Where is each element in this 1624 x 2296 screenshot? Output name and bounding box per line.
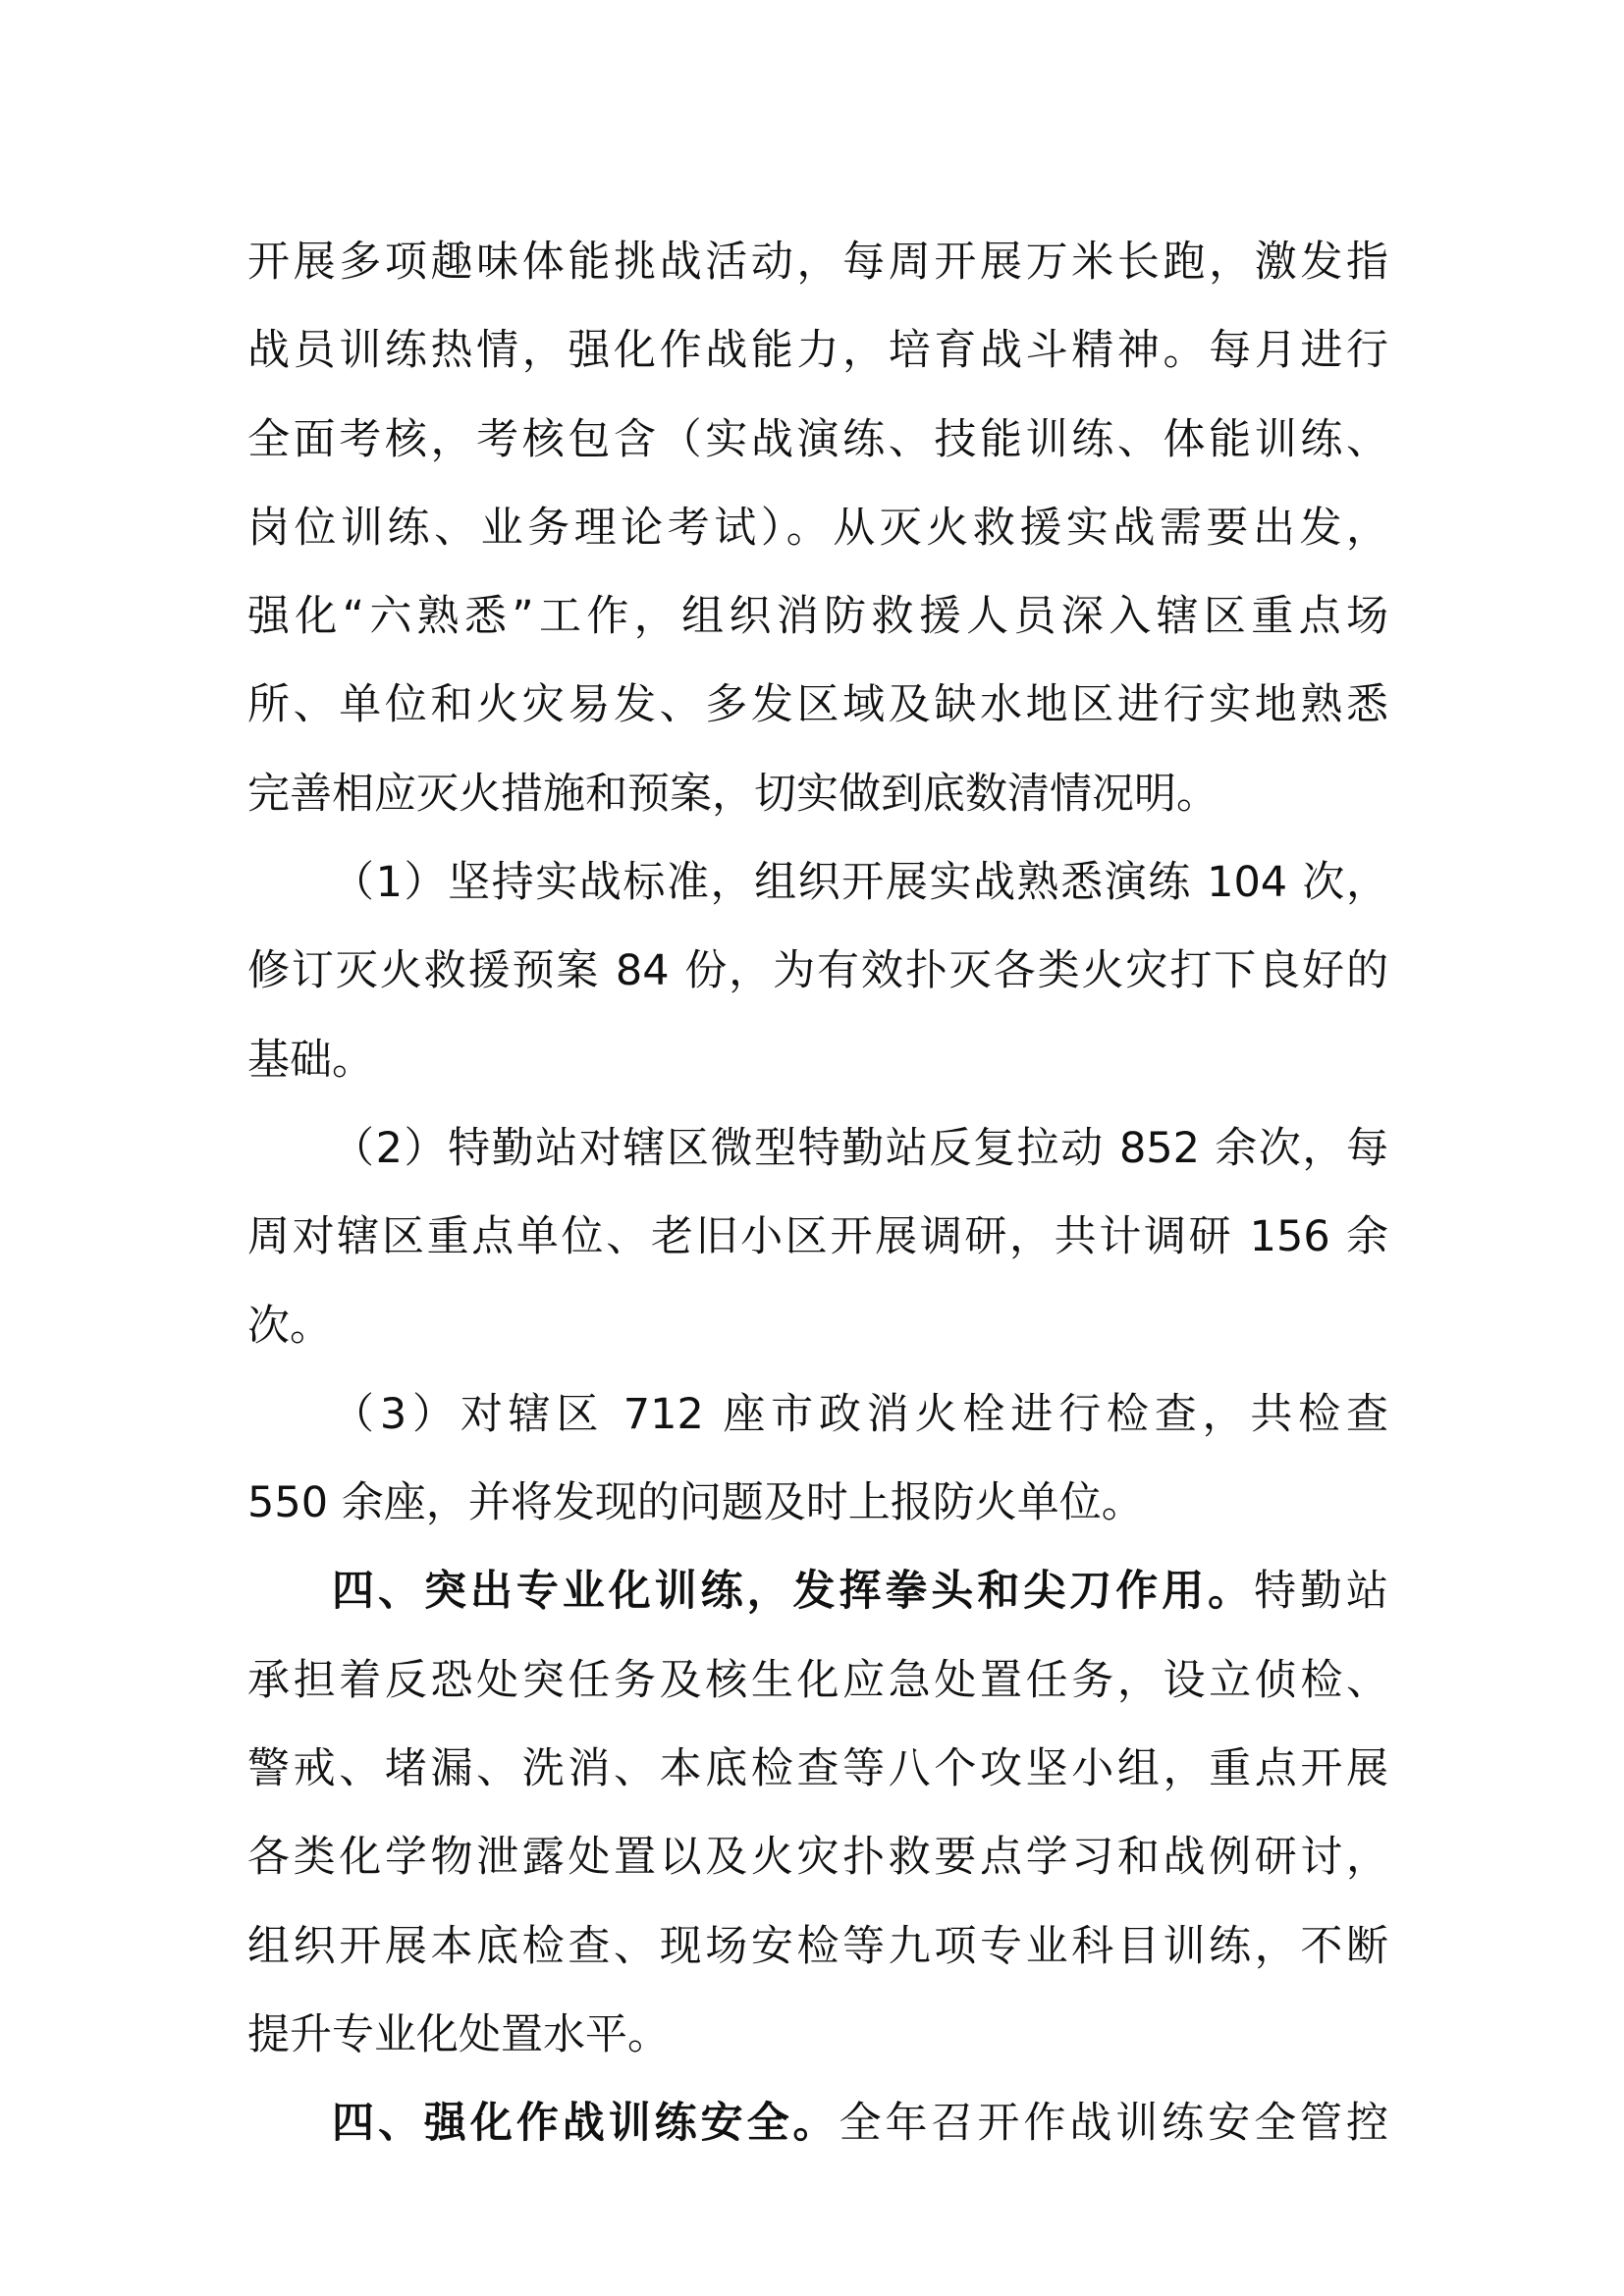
paragraph-training-activities [247,218,1388,838]
text-line: 提升专业化处置水平。 [247,2009,670,2059]
text-line: 开展多项趣味体能挑战活动，每周开展万米长跑，激发指 [247,238,1388,287]
text-line: （2）特勤站对辖区微型特勤站反复拉动 852 余次，每 [332,1123,1388,1173]
text-line: 所、单位和火灾易发、多发区域及缺水地区进行实地熟悉 [247,680,1388,730]
section-heading: 四、强化作战训练安全。 [332,2099,839,2149]
text-line: （1）坚持实战标准，组织开展实战熟悉演练 104 次， [332,858,1388,908]
paragraph-section-specialized-training [247,1547,1388,2079]
text-line: 基础。 [247,1035,374,1085]
text-line: 周对辖区重点单位、老旧小区开展调研，共计调研 156 余 [247,1212,1388,1262]
paragraph-item-3 [247,1370,1388,1548]
text-line: 组织开展本底检查、现场安检等九项专业科目训练，不断 [247,1921,1388,1971]
text-line: 警戒、堵漏、洗消、本底检查等八个攻坚小组，重点开展 [247,1744,1388,1794]
text-line: 强化“六熟悉”工作，组织消防救援人员深入辖区重点场 [247,592,1388,642]
heading-tail-text: 特勤站 [1254,1567,1389,1617]
text-line: 承担着反恐处突任务及核生化应急处置任务，设立侦检、 [247,1655,1388,1705]
text-line [247,2079,1388,2167]
text-line: 完善相应灭火措施和预案，切实做到底数清情况明。 [247,769,1218,819]
text-line: （3）对辖区 712 座市政消火栓进行检查，共检查 [332,1389,1388,1439]
section-heading: 四、突出专业化训练，发挥拳头和尖刀作用。 [332,1567,1255,1617]
text-line: 岗位训练、业务理论考试）。从灭火救援实战需要出发， [247,503,1388,553]
text-line: 各类化学物泄露处置以及火灾扑救要点学习和战例研讨， [247,1833,1388,1883]
text-line: 战员训练热情，强化作战能力，培育战斗精神。每月进行 [247,326,1388,376]
paragraph-section-training-safety [247,2079,1388,2167]
text-line: 修订灭火救援预案 84 份，为有效扑灭各类火灾打下良好的 [247,946,1388,996]
document-body [247,218,1388,2168]
text-line: 次。 [247,1301,332,1351]
heading-tail-text: 全年召开作战训练安全管控 [839,2099,1388,2149]
text-line [247,1547,1388,1635]
text-line: 全面考核，考核包含（实战演练、技能训练、体能训练、 [247,414,1388,464]
text-line: 550 余座，并将发现的问题及时上报防火单位。 [247,1478,1144,1528]
paragraph-item-2 [247,1104,1388,1370]
paragraph-item-1 [247,838,1388,1104]
